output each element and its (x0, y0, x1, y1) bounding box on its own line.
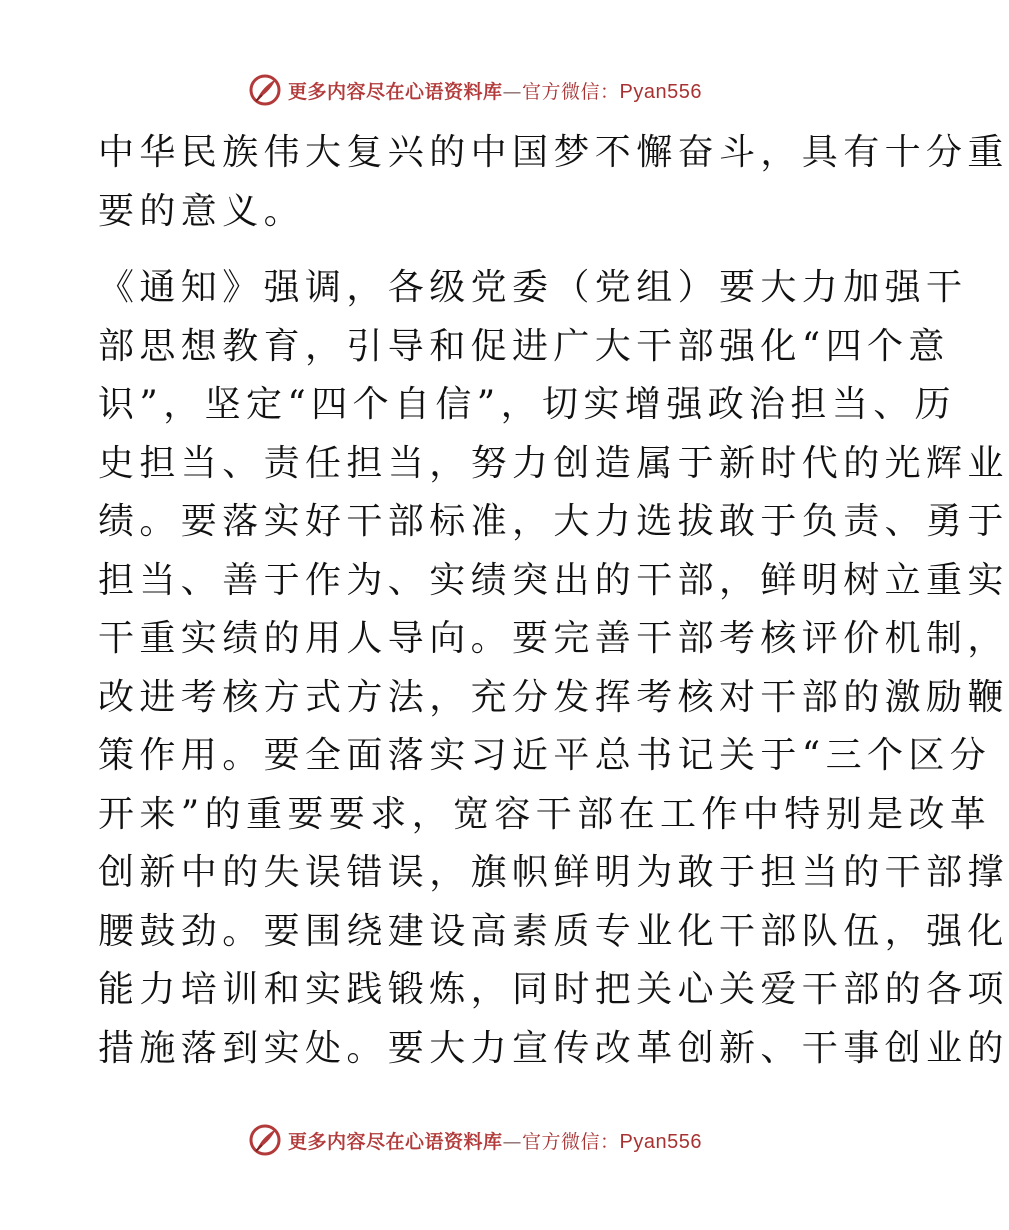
text-line: 改进考核方式方法，充分发挥考核对干部的激励鞭 (98, 676, 1009, 718)
text-line: 腰鼓劲。要围绕建设高素质专业化干部队伍，强化 (98, 910, 1009, 952)
paragraph (98, 124, 1009, 241)
text-line: 措施落到实处。要大力宣传改革创新、干事创业的 (98, 1027, 1009, 1069)
text-line: 开来”的重要要求，宽容干部在工作中特别是改革 (98, 793, 992, 835)
text-line: 部思想教育，引导和促进广大干部强化“四个意 (98, 325, 950, 367)
watermark-text (288, 77, 702, 104)
watermark-label: 官方微信： (522, 80, 620, 103)
text-line: 干重实绩的用人导向。要完善干部考核评价机制， (98, 618, 1009, 659)
watermark-separator: — (502, 80, 523, 103)
document-body (98, 124, 1009, 1078)
text-line: 史担当、责任担当，努力创造属于新时代的光辉业 (98, 442, 1009, 484)
watermark-separator: — (502, 1130, 523, 1153)
watermark-label: 官方微信： (522, 1130, 620, 1153)
paragraph (98, 259, 1009, 1078)
header-watermark (0, 68, 950, 112)
watermark-text (288, 1127, 702, 1154)
text-line: 要的意义。 (98, 190, 306, 232)
text-line: 能力培训和实践锻炼，同时把关心关爱干部的各项 (98, 969, 1009, 1010)
text-line: 策作用。要全面落实习近平总书记关于“三个区分 (98, 735, 992, 776)
text-line: 中华民族伟大复兴的中国梦不懈奋斗，具有十分重 (98, 132, 1009, 173)
text-line: 担当、善于作为、实绩突出的干部，鲜明树立重实 (98, 559, 1009, 601)
watermark-site: 更多内容尽在心语资料库 (288, 1130, 503, 1153)
text-line: 识”，坚定“四个自信”，切实增强政治担当、历 (98, 384, 957, 425)
text-line: 创新中的失误错误，旗帜鲜明为敢于担当的干部撑 (98, 852, 1009, 893)
watermark-id: Pyan556 (619, 80, 702, 103)
footer-watermark (0, 1118, 950, 1162)
text-line: 绩。要落实好干部标准，大力选拔敢于负责、勇于 (98, 501, 1009, 542)
watermark-site: 更多内容尽在心语资料库 (288, 80, 503, 103)
feather-pen-logo-icon (248, 1123, 282, 1157)
watermark-id: Pyan556 (619, 1130, 702, 1153)
feather-pen-logo-icon (248, 73, 282, 107)
text-line: 《通知》强调，各级党委（党组）要大力加强干 (98, 267, 968, 308)
